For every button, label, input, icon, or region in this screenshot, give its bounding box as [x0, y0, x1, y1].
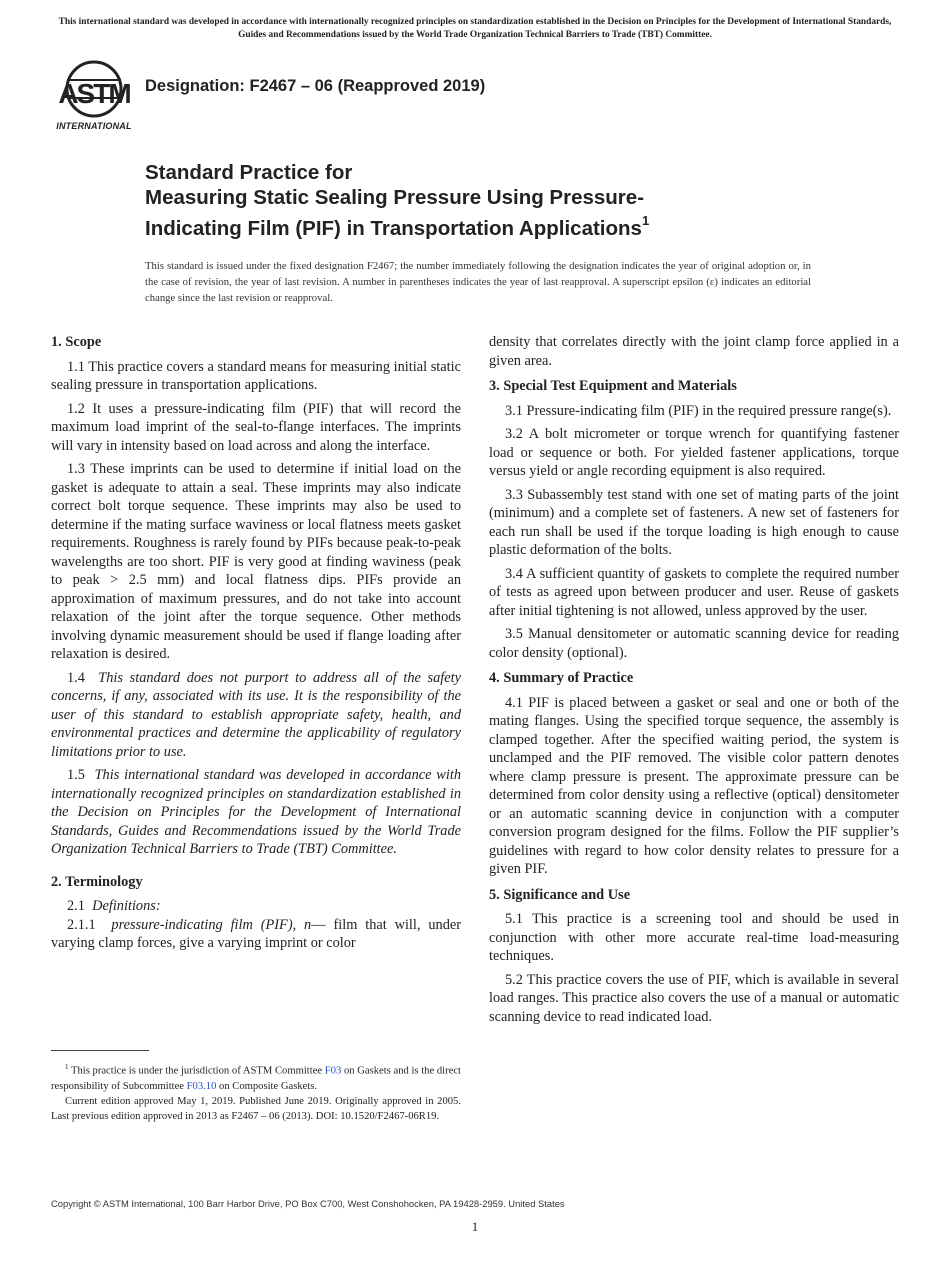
- copyright-line: Copyright © ASTM International, 100 Barr Harbor Drive, PO Box C700, West Conshohocken, PA 19428-2959. United States: [51, 1198, 565, 1209]
- paragraph-1-4-text: This standard does not purport to address all of the safety concerns, if any, associated with its use. It is the responsibility of the user of this standard to establish appropriate safety, health, and environmental practices and determine the applicability of regulatory limitations prior to use.: [51, 669, 461, 760]
- paragraph-1-4: [51, 669, 461, 762]
- left-column: [51, 333, 461, 958]
- paragraph-1-5-text: This international standard was developed in accordance with internationally recognized principles on standardization established in the Decision on Principles for the Development of International Standards, Guides and Recommendations issued by the World Trade Organization Technical Barriers to Trade (TBT) Committee.: [51, 767, 462, 857]
- paragraph-3-3: 3.3 Subassembly test stand with one set of mating parts of the joint (minimum) and a complete set of fasteners. A new set of fasteners for each run shall be used if the torque loading is high enough to cause plastic deformation of the bolts.: [489, 486, 899, 558]
- paragraph-1-2: 1.2 It uses a pressure-indicating film (PIF) that will record the maximum load imprint of the seal-to-flange interfaces. The imprints will vary in intensity based on load across and along the interface.: [51, 400, 461, 454]
- footnote-1: [51, 1060, 461, 1094]
- paragraph-2-1-1-continued: density that correlates directly with the joint clamp force applied in a given area.: [489, 334, 899, 369]
- paragraph-2-1: [51, 897, 461, 916]
- paragraph-4-1: 4.1 PIF is placed between a gasket or seal and one or both of the mating flanges. Using the specified torque sequence, the assembly is clamped together. After the specified waiting period, the system is unclamped and the PIF removed. The visible color pattern denotes where clamp pressure is present. The approximate pressure can be determined from color density using a reflective (optical) densitometer or an automatic scanning device in conjunction with a computer conversion program designed for the films. Follow the PIF supplier’s guidelines with regard to how color density relates to pressure for a given PIF.: [489, 694, 899, 877]
- paragraph-2-1-1: [51, 916, 461, 953]
- paragraph-1-1: 1.1 This practice covers a standard means for measuring initial static sealing pressure in transportation applications.: [51, 358, 461, 393]
- paragraph-5-1: 5.1 This practice is a screening tool and should be used in conjunction with other more accurate real-time load-measuring techniques.: [489, 911, 899, 964]
- footnote-1-text-b: on Gaskets and is the direct responsibility of Subcommittee: [51, 1065, 461, 1092]
- right-column: [489, 333, 899, 1031]
- footnote-divider: [51, 1050, 149, 1051]
- paragraph-2-1-text: Definitions:: [92, 898, 161, 914]
- issue-note: This standard is issued under the fixed designation F2467; the number immediately following the designation indicates the year of original adoption or, in the case of revision, the year of last revision. A number in parentheses indicates the year of last reapproval. A superscript epsilon (ε) indicates an editorial change since the last revision or reapproval.: [145, 260, 811, 305]
- paragraph-1-5: [51, 766, 461, 859]
- paragraph-3-5: 3.5 Manual densitometer or automatic scanning device for reading color density (optional).: [489, 626, 899, 661]
- paragraph-1-3: 1.3 These imprints can be used to determine if initial load on the gasket is adequate to attain a seal. These imprints may also indicate correct bolt torque sequence. These imprints may also be used to determine if the mating surface waviness or local flatness meets gasket requirements. Roughness is rarely found by PIFs because peak-to-peak wavelengths are too short. PIF is very good at finding waviness (peak to peak > 2.5 mm) and local flatness dips. PIFs provide an approximation of maximum pressures, and do not take into account relaxation of the joint after the torque sequence. Other methods involving dynamic measurement should be used if flange loading after relaxation is desired.: [51, 461, 461, 662]
- paragraph-2-1-1-number: 2.1.1: [67, 916, 96, 933]
- section-heading-equipment: 3. Special Test Equipment and Materials: [489, 378, 737, 394]
- paragraph-5-2: 5.2 This practice covers the use of PIF, which is available in several load ranges. This practice also covers the use of a manual or automatic scanning device to read indicated load.: [489, 971, 899, 1025]
- paragraph-1-4-number: 1.4: [67, 669, 85, 686]
- page-number: 1: [471, 1219, 479, 1234]
- subcommittee-link[interactable]: F03.10: [186, 1080, 217, 1092]
- title-line-3: [145, 210, 845, 241]
- astm-logo-icon: [54, 58, 134, 120]
- development-note: This international standard was developed in accordance with internationally recognized principles on standardization established in the Decision on Principles for the Development of International Standards, Guides and Recommendations issued by the World Trade Organization Technical Barriers to Trade (TBT) Committee.: [58, 17, 892, 40]
- footnote-edition: Current edition approved May 1, 2019. Published June 2019. Originally approved in 2005. Last previous edition approved in 2013 as F2467 – 06 (2013). DOI: 10.1520/F2467-06R19.: [51, 1095, 461, 1122]
- footnotes: [51, 1060, 461, 1124]
- svg-text:ASTM: ASTM: [58, 78, 130, 109]
- astm-logo: [54, 58, 134, 132]
- title-line-1: Standard Practice for: [145, 161, 353, 184]
- definition-pif: — film that will, under varying clamp forces, give a varying imprint or color: [51, 916, 462, 951]
- section-heading-significance: 5. Significance and Use: [489, 886, 631, 903]
- logo-wordmark: INTERNATIONAL: [56, 121, 132, 131]
- term-pif: pressure-indicating film (PIF), n: [111, 916, 312, 933]
- title-line-2: Measuring Static Sealing Pressure Using Pressure-: [145, 186, 645, 209]
- paragraph-3-1: 3.1 Pressure-indicating film (PIF) in the required pressure range(s).: [505, 402, 892, 419]
- designation: Designation: F2467 – 06 (Reapproved 2019): [145, 77, 486, 95]
- committee-link[interactable]: F03: [324, 1065, 342, 1077]
- footnote-1-text-a: This practice is under the jurisdiction of ASTM Committee: [68, 1065, 325, 1077]
- section-heading-terminology: 2. Terminology: [51, 873, 143, 890]
- document-title: [145, 160, 845, 241]
- footnote-1-text-c: on Composite Gaskets.: [216, 1080, 318, 1092]
- title-footnote-mark: 1: [641, 213, 650, 228]
- paragraph-1-5-number: 1.5: [67, 767, 85, 783]
- title-line-3-text: Indicating Film (PIF) in Transportation Applications: [145, 216, 642, 240]
- paragraph-3-2: 3.2 A bolt micrometer or torque wrench for quantifying fastener load or sequence or both. For yielded fastener applications, torque versus yield or angle recording equipment is also required.: [489, 426, 899, 479]
- section-heading-scope: 1. Scope: [51, 334, 102, 350]
- footnote-1-mark: 1: [65, 1063, 69, 1071]
- section-heading-summary: 4. Summary of Practice: [489, 670, 634, 686]
- paragraph-3-4: 3.4 A sufficient quantity of gaskets to complete the required number of tests as agreed upon between producer and user. Reuse of gaskets after initial tightening is not allowed, unless approved by the user.: [489, 565, 899, 619]
- paragraph-2-1-number: 2.1: [67, 898, 85, 914]
